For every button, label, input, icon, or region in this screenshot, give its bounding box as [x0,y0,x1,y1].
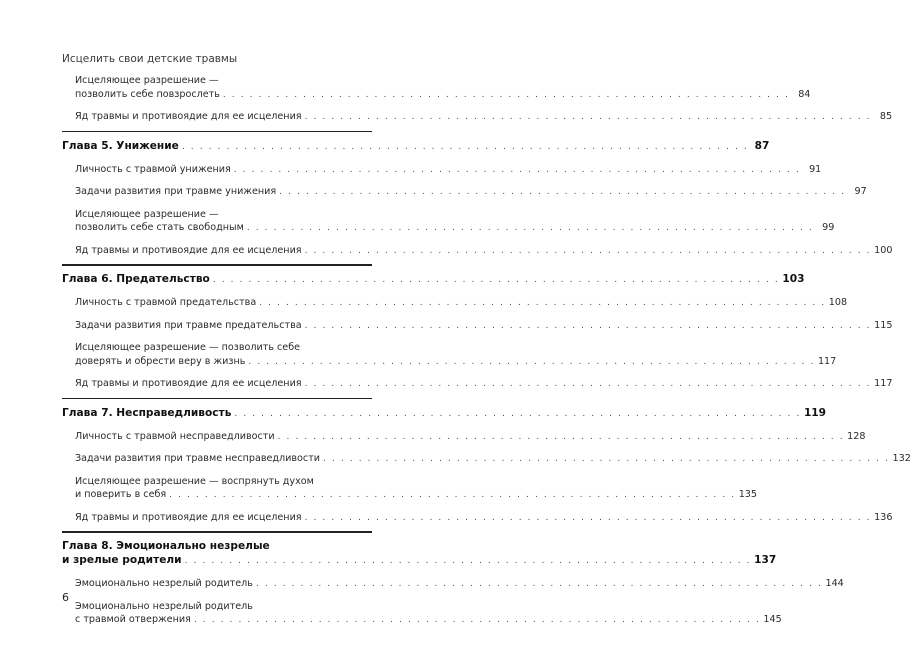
toc-entry-title: Задачи развития при травме унижения [75,186,277,197]
toc-entry-title: Яд травмы и противоядие для ее исцеления [75,378,302,389]
toc-chapter-entry[interactable] [62,533,777,568]
toc-entry-line [75,355,837,370]
toc-page-number: 137 [754,554,777,566]
running-head: Исцелить свои детские травмы [62,53,238,65]
toc-entry-title: Глава 8. Эмоционально незрелые [62,540,270,552]
toc-entry-title: Яд травмы и противоядие для ее исцеления [75,511,302,523]
toc-entry-line [75,475,372,489]
toc-entry-line [62,553,777,568]
toc-entry-title: с травмой отвержения [75,614,191,625]
dot-leader: . . . . . . . . . . . . . . . . . . . . . . . . . . . . . . . . . . . . . . . . . . . . . . . . . . . . . . . . . . . . . . . . [304,512,872,523]
dot-leader: . . . . . . . . . . . . . . . . . . . . . . . . . . . . . . . . . . . . . . . . . . . . . . . . . . . . . . . . . . . . . . . . [222,89,790,100]
toc-entry-title: Эмоционально незрелый родитель [75,578,253,589]
toc-entry-line [75,511,893,526]
toc-page-number: 117 [817,355,837,367]
toc-entry-title: Исцеляющее разрешение — позволить себе [75,342,301,353]
toc-entry-line [62,406,827,421]
toc-section-entry[interactable] [62,74,811,102]
toc-chapter-entry[interactable] [62,400,827,421]
toc-entry-title: Личность с травмой несправедливости [75,430,275,442]
dot-leader: . . . . . . . . . . . . . . . . . . . . . . . . . . . . . . . . . . . . . . . . . . . . . . . . . . . . . . . . . . . . . . . . [277,431,845,442]
page-number: 6 [62,591,69,604]
dot-leader: . . . . . . . . . . . . . . . . . . . . . . . . . . . . . . . . . . . . . . . . . . . . . . . . . . . . . . . . . . . . . . . . [248,356,815,367]
toc-entry-line [75,319,893,334]
toc-entry-line [75,613,782,628]
toc-section-entry[interactable] [62,577,844,592]
toc-section-entry[interactable] [62,452,911,467]
toc-page-number: 84 [798,88,811,100]
toc-section-entry[interactable] [62,341,837,369]
dot-leader: . . . . . . . . . . . . . . . . . . . . . . . . . . . . . . . . . . . . . . . . . . . . . . . . . . . . . . . . . . . . . . . . [255,579,823,589]
toc-section-entry[interactable] [62,296,848,311]
toc-entry-title: и зрелые родители [62,554,182,566]
toc-entry-line [75,185,867,200]
toc-entry-line [75,452,911,467]
toc-entry-line [75,110,893,125]
toc-entry-line [62,139,770,154]
toc-page-number: 97 [854,186,867,197]
toc-page-number: 103 [782,273,805,285]
table-of-contents [62,74,911,636]
toc-page-number: 136 [874,511,893,523]
toc-page-number: 119 [803,406,827,419]
toc-entry-title: Яд травмы и противоядие для ее исцеления [75,244,302,256]
toc-entry-title: Яд травмы и противоядие для ее исцеления [75,111,302,122]
toc-entry-title: и поверить в себя [75,489,167,500]
chapter-rule [62,264,372,266]
dot-leader: . . . . . . . . . . . . . . . . . . . . . . . . . . . . . . . . . . . . . . . . . . . . . . . . . . . . . . . . . . . . . . . . [279,187,846,197]
toc-entry-line [75,600,372,614]
toc-entry-line [75,577,844,592]
toc-section-entry[interactable] [62,110,893,125]
toc-entry-line [75,341,372,355]
toc-page-number: 108 [828,297,848,308]
dot-leader: . . . . . . . . . . . . . . . . . . . . . . . . . . . . . . . . . . . . . . . . . . . . . . . . . . . . . . . . . . . . . . . . [246,223,814,233]
toc-entry-line [75,377,893,392]
toc-page-number: 128 [847,430,866,442]
toc-section-entry[interactable] [62,185,867,200]
toc-page-number: 144 [825,578,844,589]
toc-section-entry[interactable] [62,208,835,236]
toc-entry-title: Глава 7. Несправедливость [62,406,232,419]
toc-chapter-entry[interactable] [62,266,805,287]
dot-leader: . . . . . . . . . . . . . . . . . . . . . . . . . . . . . . . . . . . . . . . . . . . . . . . . . . . . . . . . . . . . . . . . [304,112,872,122]
dot-leader: . . . . . . . . . . . . . . . . . . . . . . . . . . . . . . . . . . . . . . . . . . . . . . . . . . . . . . . . . . . . . . . . [233,164,801,175]
toc-entry-title: позволить себе повзрослеть [75,88,220,100]
dot-leader: . . . . . . . . . . . . . . . . . . . . . . . . . . . . . . . . . . . . . . . . . . . . . . . . . . . . . . . . . . . . . . . . [184,556,752,566]
toc-page-number: 100 [874,244,893,256]
chapter-rule [62,398,372,400]
dot-leader: . . . . . . . . . . . . . . . . . . . . . . . . . . . . . . . . . . . . . . . . . . . . . . . . . . . . . . . . . . . . . . . . [169,490,736,500]
toc-entry-title: Задачи развития при травме предательства [75,319,302,331]
toc-section-entry[interactable] [62,319,893,334]
dot-leader: . . . . . . . . . . . . . . . . . . . . . . . . . . . . . . . . . . . . . . . . . . . . . . . . . . . . . . . . . . . . . . . . [304,379,872,389]
chapter-rule [62,131,372,133]
toc-page-number: 91 [809,163,822,175]
toc-page-number: 145 [763,614,782,625]
toc-section-entry[interactable] [62,475,758,503]
dot-leader: . . . . . . . . . . . . . . . . . . . . . . . . . . . . . . . . . . . . . . . . . . . . . . . . . . . . . . . . . . . . . . . . [193,615,761,625]
toc-page-number: 85 [879,111,893,122]
toc-section-entry[interactable] [62,244,893,259]
toc-page-number: 117 [874,378,893,389]
toc-entry-line [75,221,835,236]
toc-entry-title: Личность с травмой предательства [75,297,257,308]
toc-entry-title: Эмоционально незрелый родитель [75,600,253,612]
toc-entry-line [75,296,848,311]
toc-entry-line [75,74,372,88]
toc-page-number: 115 [874,319,893,331]
dot-leader: . . . . . . . . . . . . . . . . . . . . . . . . . . . . . . . . . . . . . . . . . . . . . . . . . . . . . . . . . . . . . . . . [304,320,872,331]
toc-entry-title: Глава 5. Унижение [62,139,179,152]
dot-leader: . . . . . . . . . . . . . . . . . . . . . . . . . . . . . . . . . . . . . . . . . . . . . . . . . . . . . . . . . . . . . . . . [212,275,780,285]
toc-entry-line [75,488,758,503]
dot-leader: . . . . . . . . . . . . . . . . . . . . . . . . . . . . . . . . . . . . . . . . . . . . . . . . . . . . . . . . . . . . . . . . [259,298,826,308]
toc-page-number: 135 [738,489,758,500]
toc-entry-line [75,244,893,259]
dot-leader: . . . . . . . . . . . . . . . . . . . . . . . . . . . . . . . . . . . . . . . . . . . . . . . . . . . . . . . . . . . . . . . . [323,454,890,464]
toc-section-entry[interactable] [62,511,893,526]
toc-section-entry[interactable] [62,600,782,628]
toc-chapter-entry[interactable] [62,133,770,154]
toc-entry-title: Исцеляющее разрешение — [75,208,219,220]
toc-entry-title: Личность с травмой унижения [75,163,231,175]
toc-section-entry[interactable] [62,430,866,445]
toc-entry-title: Глава 6. Предательство [62,273,210,285]
toc-entry-line [62,539,372,553]
dot-leader: . . . . . . . . . . . . . . . . . . . . . . . . . . . . . . . . . . . . . . . . . . . . . . . . . . . . . . . . . . . . . . . . [304,245,872,256]
chapter-rule [62,531,372,533]
toc-page-number: 132 [892,453,911,464]
toc-page-number: 99 [822,222,835,233]
toc-section-entry[interactable] [62,377,893,392]
dot-leader: . . . . . . . . . . . . . . . . . . . . . . . . . . . . . . . . . . . . . . . . . . . . . . . . . . . . . . . . . . . . . . . . [234,408,801,419]
toc-entry-title: доверять и обрести веру в жизнь [75,355,246,367]
toc-entry-line [62,272,805,287]
toc-entry-title: Исцеляющее разрешение — [75,75,219,86]
dot-leader: . . . . . . . . . . . . . . . . . . . . . . . . . . . . . . . . . . . . . . . . . . . . . . . . . . . . . . . . . . . . . . . . [181,141,749,152]
toc-entry-title: позволить себе стать свободным [75,222,244,233]
toc-section-entry[interactable] [62,163,822,178]
toc-entry-title: Задачи развития при травме несправедливости [75,453,321,464]
toc-entry-line [75,430,866,445]
toc-entry-line [75,88,811,103]
toc-entry-line [75,163,822,178]
toc-entry-line [75,208,372,222]
toc-entry-title: Исцеляющее разрешение — воспрянуть духом [75,475,314,487]
toc-page-number: 87 [754,139,770,152]
